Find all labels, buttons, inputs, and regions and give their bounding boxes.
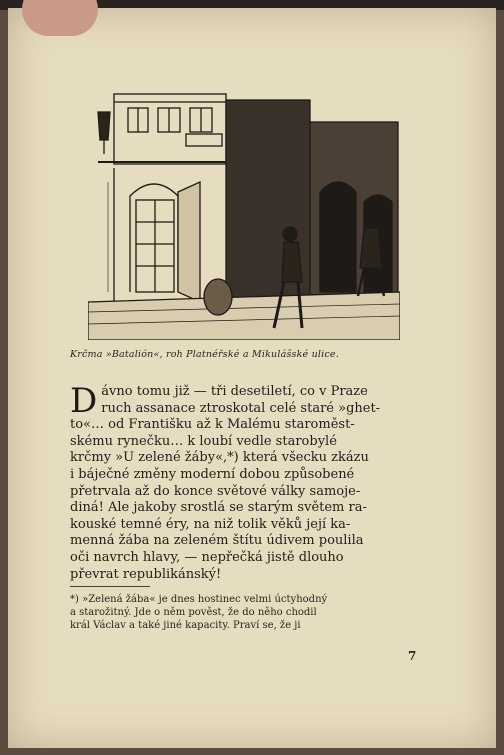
text-line: i báječné změny moderní dobou způsobené <box>70 466 355 482</box>
footnote-divider <box>70 586 150 587</box>
illustration-caption: Krčma »Batalión«, roh Platnéřské a Mikulášské ulice. <box>70 349 339 360</box>
footnote-line: *) »Zelená žába« je dnes hostinec velmi úctyhodný <box>70 594 328 605</box>
footnote-line: a starožitný. Jde o něm pověst, že do něho chodil <box>70 607 317 618</box>
text-line: ruch assanace ztroskotal celé staré »ghet- <box>101 400 381 416</box>
text-line: krčmy »U zelené žáby«,*) která všecku zkázu <box>70 450 369 466</box>
text-line: menná žába na zeleném štítu údivem poulila <box>70 533 364 549</box>
body-paragraph <box>70 381 426 583</box>
thumb <box>22 0 98 36</box>
text-line: kouské temné éry, na niž tolik věků její ka- <box>70 516 351 532</box>
text-line: oči navrch hlavy, — nepřečká jistě dlouho <box>70 549 344 565</box>
text-line: skému rynečku… k loubí vedle starobylé <box>70 433 337 449</box>
page-number: 7 <box>408 649 417 663</box>
text-line: diná! Ale jakoby srostlá se starým světem ra- <box>70 500 367 516</box>
text-line: to«… od Františku až k Malému staroměst- <box>70 417 355 433</box>
footnote-line: král Václav a také jiné kapacity. Praví se, že ji <box>70 620 301 631</box>
text-line: ávno tomu již — tři desetiletí, co v Praze <box>101 384 368 399</box>
footnote <box>70 593 426 632</box>
text-line: převrat republikánský! <box>70 566 222 582</box>
street-scene-illustration <box>88 92 400 340</box>
text-line: přetrvala až do konce světové války samoje- <box>70 483 361 499</box>
drop-cap: D <box>70 381 98 421</box>
